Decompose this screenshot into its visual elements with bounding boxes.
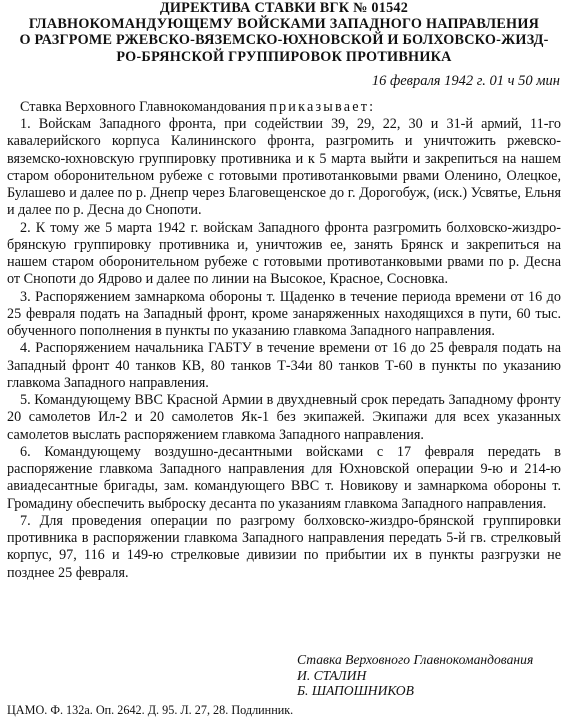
- intro-verb: приказывает:: [269, 98, 376, 115]
- intro-lead: Ставка Верховного Главнокомандования: [20, 98, 266, 115]
- subject-line-continued: РО-БРЯНСКОЙ ГРУППИРОВОК ПРОТИВНИКА: [116, 48, 452, 65]
- paragraph-4: 4. Распоряжением начальника ГАБТУ в течение времени от 16 до 25 февраля подать на Западный фронт 40 танков КВ, 80 танков Т-34и 80 танков Т-60 в пункты по указанию главкома Западного направления.: [7, 340, 561, 391]
- addressee-line: ГЛАВНОКОМАНДУЮЩЕМУ ВОЙСКАМИ ЗАПАДНОГО НАПРАВЛЕНИЯ: [28, 16, 540, 33]
- paragraph-5: 5. Командующему ВВС Красной Армии в двухдневный срок передать Западному фронту 20 самолетов Ил-2 и 20 самолетов Як-1 без экипажей. Экипажи для всех указанных самолетов выслать распоряжением главкома Западного направления.: [7, 392, 561, 443]
- paragraph-2: 2. К тому же 5 марта 1942 г. войскам Западного фронта разгромить болховско-жиздро-брянскую группировку противника и, уничтожив ее, занять Брянск и закрепиться на нашем старом оборонительном рубеже с готовыми противотанковыми рвами по р. Десна от Снопоти до Ядрово и далее по линии на Высокое, Красное, Сосновка.: [7, 219, 561, 288]
- signature-org: Ставка Верховного Главнокомандования: [297, 652, 534, 667]
- directive-date: 16 февраля 1942 г. 01 ч 50 мин: [371, 72, 560, 89]
- paragraph-6: 6. Командующему воздушно-десантными войсками с 17 февраля передать в распоряжение главкома Западного направления для Юхновской операции 9-ю и 214-ю авиадесантные бригады, зам. командующего ВВС т. Новикову и замнаркома обороны т. Громадину обеспечить выброску десанта по указаниям главкома Западного направления.: [7, 443, 561, 512]
- signature-name-shaposhnikov: Б. ШАПОШНИКОВ: [297, 683, 414, 698]
- intro-paragraph: [7, 99, 561, 116]
- subject-line: О РАЗГРОМЕ РЖЕВСКО-ВЯЗЕМСКО-ЮХНОВСКОЙ И БОЛХОВСКО-ЖИЗД-: [19, 32, 549, 49]
- document-header: [7, 0, 561, 65]
- directive-title: ДИРЕКТИВА СТАВКИ ВГК № 01542: [159, 0, 409, 16]
- paragraph-1: 1. Войскам Западного фронта, при содействии 39, 29, 22, 30 и 31-й армий, 11-го кавалерийского корпуса Калининского фронта, разгромить и уничтожить ржевско-вяземско-юхновскую группировку противника и к 5 марта выйти и закрепиться на нашем старом оборонительном рубеже с готовыми противотанковыми рвами Оленино, Олецкое, Булашево и далее по р. Днепр через Благовещенское до г. Дорогобуж, (иск.) Усвятье, Ельня и далее по р. Десна до Снопоти.: [7, 116, 561, 219]
- directive-body: [7, 99, 561, 582]
- paragraph-3: 3. Распоряжением замнаркома обороны т. Щаденко в течение периода времени от 16 до 25 февраля подать на Западный фронт, кроме занаряженных находящихся в пути, 60 тыс. обученного пополнения в пункты по указанию главкома Западного направления.: [7, 288, 561, 340]
- signature-name-stalin: И. СТАЛИН: [297, 667, 367, 683]
- signature-block: [297, 652, 533, 699]
- archive-source: ЦАМО. Ф. 132а. Оп. 2642. Д. 95. Л. 27, 28. Подлинник.: [7, 703, 294, 717]
- paragraph-7: 7. Для проведения операции по разгрому болховско-жиздро-брянской группировки противника в распоряжении главкома Западного направления передать 5-й гв. стрелковый корпус, 97, 116 и 149-ю стрелковые дивизии по прибытии их в пункты разгрузки не позднее 25 февраля.: [7, 512, 561, 581]
